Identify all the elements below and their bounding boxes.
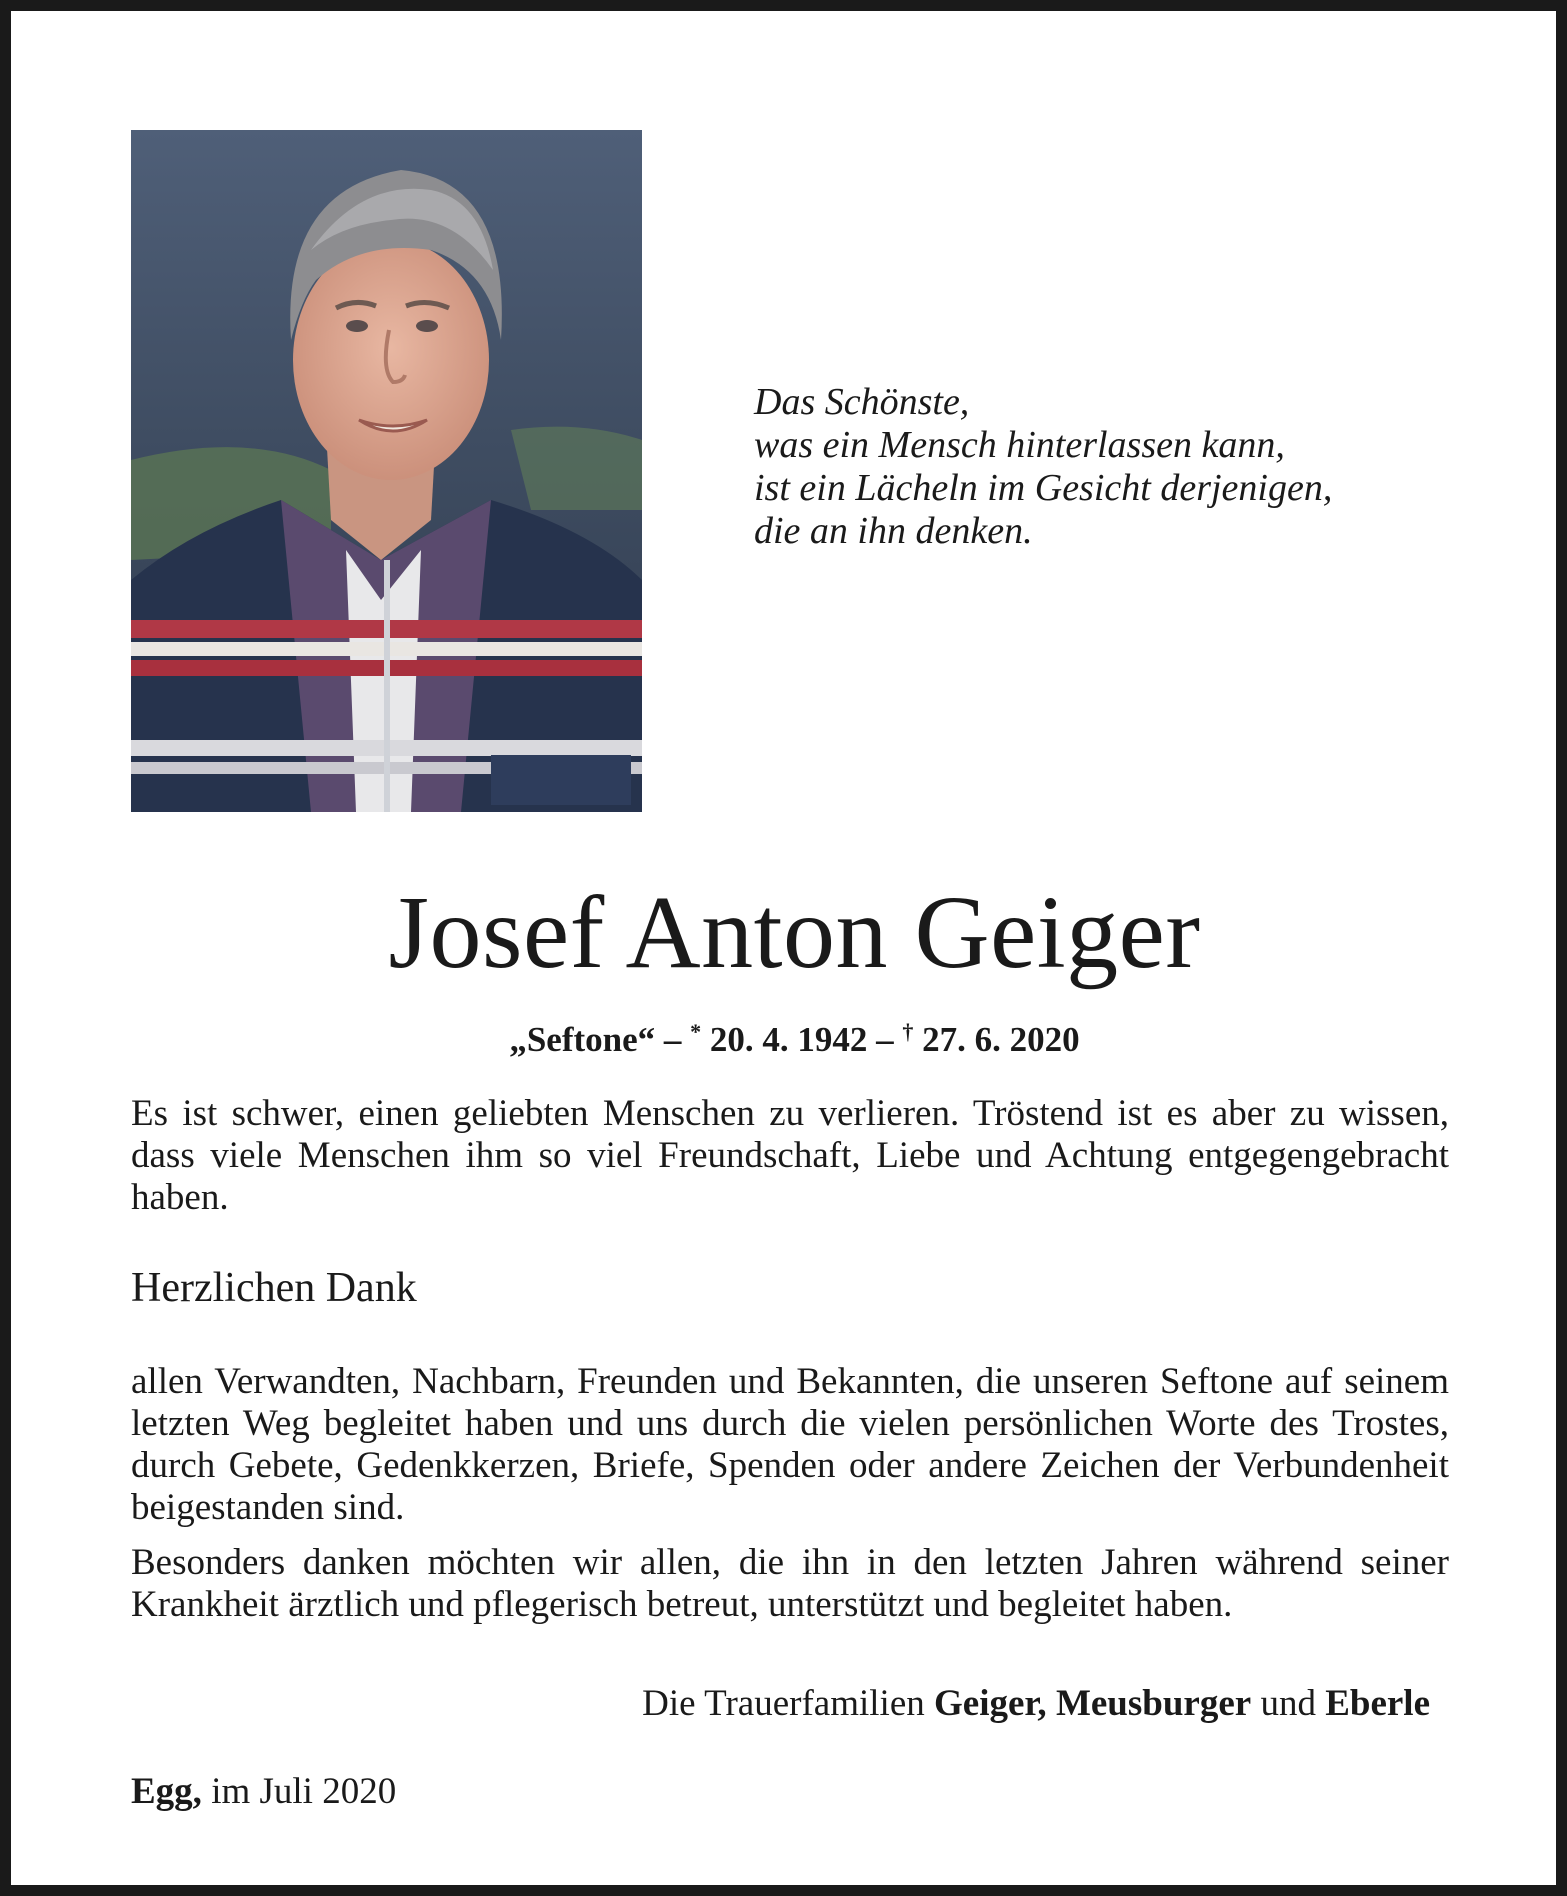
town: Egg, — [131, 1771, 202, 1812]
thanks-heading: Herzlichen Dank — [131, 1265, 417, 1311]
birth-symbol: * — [690, 1019, 702, 1044]
death-date: 27. 6. 2020 — [913, 1020, 1080, 1059]
quote-line: ist ein Lächeln im Gesicht derjenigen, — [754, 467, 1333, 509]
intro-paragraph: Es ist schwer, einen geliebten Menschen zu verlieren. Tröstend ist es aber zu wissen, dass viele Menschen ihm so viel Freundschaft, Liebe und Achtung entgegengebracht haben. — [131, 1093, 1449, 1218]
place-date — [131, 1771, 396, 1813]
memorial-quote — [754, 381, 1394, 553]
thanks-paragraph: allen Verwandten, Nachbarn, Freunden und Bekannten, die unseren Seftone auf seinem letzten Weg begleitet haben und uns durch die vielen persönlichen Worte des Trostes, durch Gebete, Gedenkkerzen, Briefe, Spenden oder andere Zeichen der Verbundenheit beigestanden sind. — [131, 1361, 1449, 1528]
life-dates — [11, 1011, 1567, 1061]
quote-line: Das Schönste, — [754, 381, 970, 423]
separator: – — [655, 1020, 691, 1059]
special-thanks-paragraph: Besonders danken möchten wir allen, die ihn in den letzten Jahren während seiner Krankheit ärztlich und pflegerisch betreut, unterstützt und begleitet haben. — [131, 1542, 1449, 1625]
family-name: Geiger, — [934, 1683, 1047, 1724]
family-name: Meusburger — [1055, 1683, 1252, 1724]
quote-line: was ein Mensch hinterlassen kann, — [754, 424, 1285, 466]
separator: – — [867, 1020, 903, 1059]
signature-prefix: Die Trauerfamilien — [642, 1683, 934, 1724]
deceased-name: Josef Anton Geiger — [388, 875, 1201, 990]
portrait-photo — [131, 130, 642, 812]
date: im Juli 2020 — [201, 1771, 397, 1812]
signature-joiner: und — [1251, 1683, 1326, 1724]
nickname: „Seftone“ — [509, 1020, 656, 1059]
quote-line: die an ihn denken. — [754, 510, 1033, 552]
birth-date: 20. 4. 1942 — [701, 1020, 868, 1059]
family-name: Eberle — [1325, 1683, 1430, 1724]
death-symbol: † — [902, 1019, 914, 1044]
family-signature — [642, 1683, 1430, 1725]
